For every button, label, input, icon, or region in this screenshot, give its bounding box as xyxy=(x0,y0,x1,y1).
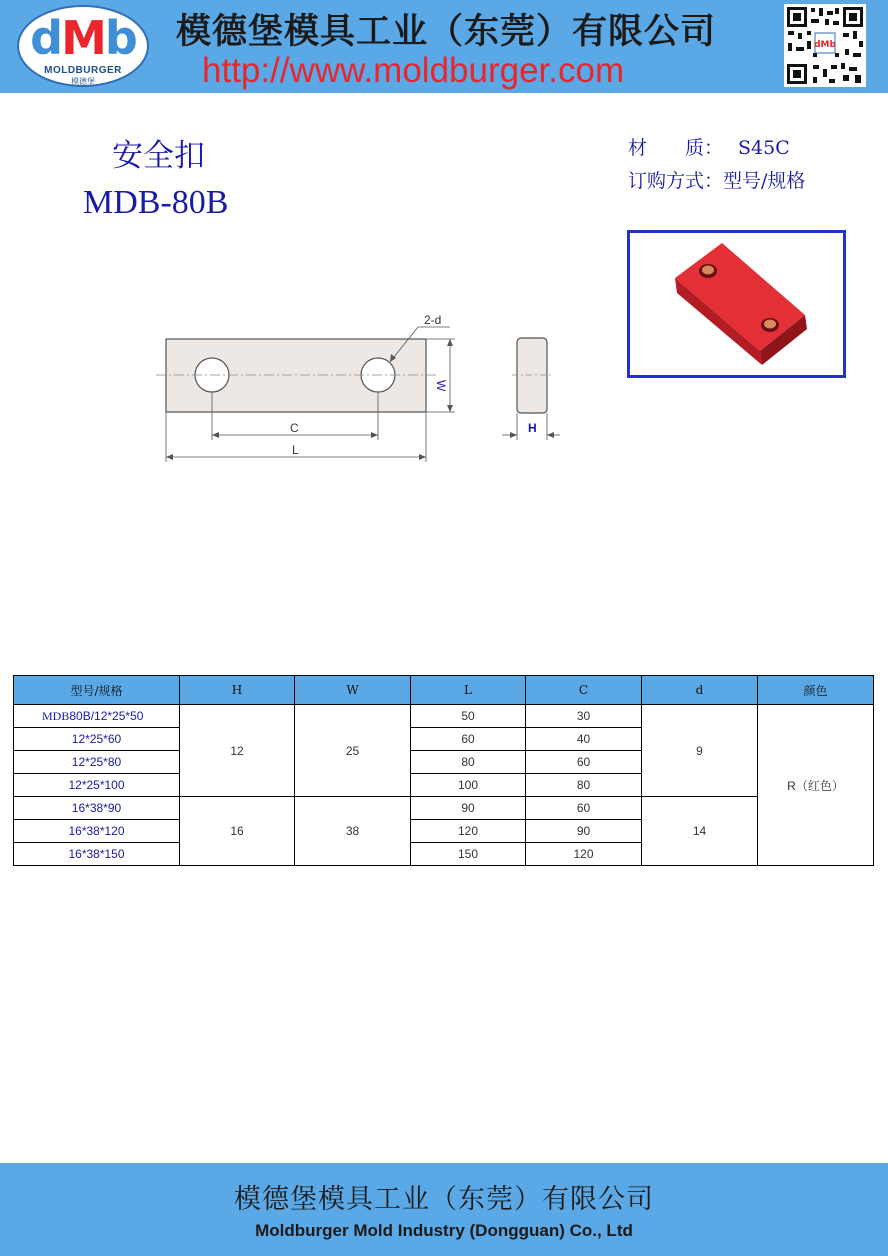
logo-brand: MOLDBURGER xyxy=(44,65,122,76)
product-photo xyxy=(627,230,846,378)
order-value: 型号/规格 xyxy=(723,170,806,192)
logo-sub: 模德堡 xyxy=(71,77,95,86)
material-label: 材 质： xyxy=(628,137,724,159)
material-row xyxy=(628,135,790,161)
color-cell: R（红色） xyxy=(758,705,874,866)
header-l: L xyxy=(411,676,526,705)
l-cell: 80 xyxy=(411,751,526,774)
table-header-row xyxy=(14,676,874,705)
d-cell: 14 xyxy=(642,797,758,866)
header-c: C xyxy=(526,676,642,705)
l-cell: 60 xyxy=(411,728,526,751)
c-cell: 60 xyxy=(526,751,642,774)
product-name: 安全扣 xyxy=(112,138,205,174)
logo-letters: dMb xyxy=(30,11,136,65)
model-cell: 12*25*60 xyxy=(14,728,180,751)
table-row xyxy=(14,797,874,820)
header-color: 颜色 xyxy=(758,676,874,705)
model-cell: MDB80B/12*25*50 xyxy=(14,705,180,728)
label-2d: 2-d xyxy=(424,313,442,327)
l-cell: 150 xyxy=(411,843,526,866)
model-cell: 12*25*80 xyxy=(14,751,180,774)
spec-table xyxy=(13,675,874,866)
c-cell: 120 xyxy=(526,843,642,866)
company-logo xyxy=(17,5,149,87)
c-cell: 30 xyxy=(526,705,642,728)
c-cell: 90 xyxy=(526,820,642,843)
footer-company-cn: 模德堡模具工业（东莞）有限公司 xyxy=(234,1184,654,1215)
h-cell: 12 xyxy=(180,705,295,797)
table-row xyxy=(14,705,874,728)
w-cell: 25 xyxy=(295,705,411,797)
technical-drawing xyxy=(150,300,580,470)
footer-company-en: Moldburger Mold Industry (Dongguan) Co., Ltd xyxy=(255,1221,633,1240)
l-cell: 100 xyxy=(411,774,526,797)
model-cell: 16*38*120 xyxy=(14,820,180,843)
header-h: H xyxy=(180,676,295,705)
model-cell: 16*38*150 xyxy=(14,843,180,866)
c-cell: 80 xyxy=(526,774,642,797)
product-model: MDB-80B xyxy=(83,184,229,221)
label-w: W xyxy=(434,380,448,392)
model-prefix: MDB xyxy=(42,708,70,723)
model-cell: 12*25*100 xyxy=(14,774,180,797)
side-view xyxy=(512,338,552,413)
model-cell: 16*38*90 xyxy=(14,797,180,820)
l-cell: 50 xyxy=(411,705,526,728)
header-d: d xyxy=(642,676,758,705)
qr-code-icon xyxy=(784,4,866,87)
label-l: L xyxy=(292,443,299,457)
label-h: H xyxy=(528,421,537,435)
w-cell: 38 xyxy=(295,797,411,866)
l-cell: 90 xyxy=(411,797,526,820)
header-band xyxy=(0,0,888,93)
company-name-cn: 模德堡模具工业（东莞）有限公司 xyxy=(176,12,717,52)
header-model: 型号/规格 xyxy=(14,676,180,705)
c-cell: 40 xyxy=(526,728,642,751)
company-url[interactable]: http://www.moldburger.com xyxy=(202,51,625,90)
order-row xyxy=(628,168,805,194)
header-w: W xyxy=(295,676,411,705)
footer-band xyxy=(0,1163,888,1256)
c-cell: 60 xyxy=(526,797,642,820)
top-view xyxy=(156,339,438,412)
d-cell: 9 xyxy=(642,705,758,797)
l-cell: 120 xyxy=(411,820,526,843)
label-c: C xyxy=(290,421,299,435)
svg-text:dMb: dMb xyxy=(814,40,836,50)
material-value: S45C xyxy=(738,137,790,159)
h-cell: 16 xyxy=(180,797,295,866)
order-label: 订购方式： xyxy=(628,170,724,192)
